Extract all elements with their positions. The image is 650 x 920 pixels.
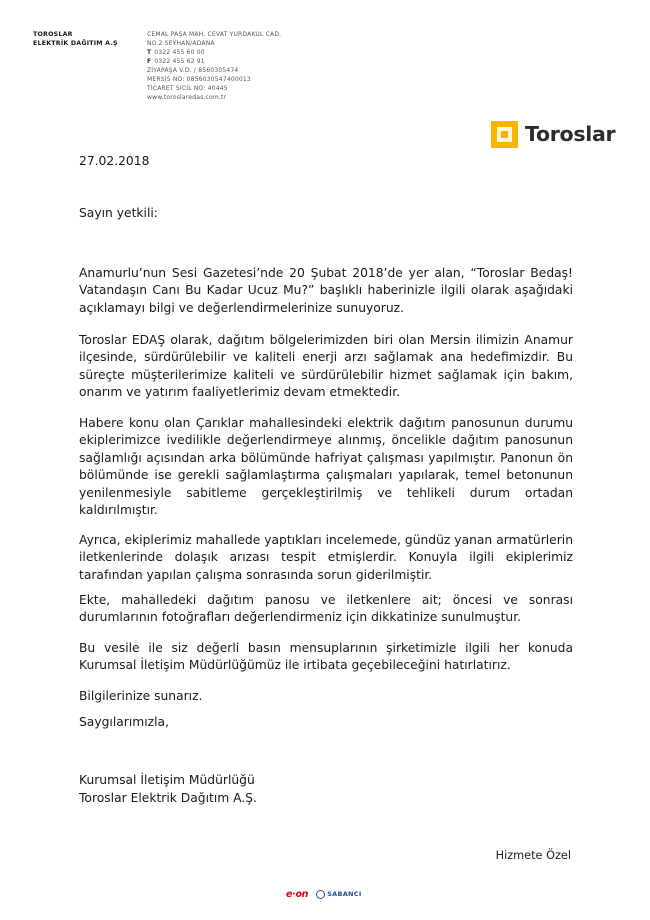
address-line: CEMAL PAŞA MAH. CEVAT YURDAKUL CAD. <box>147 31 282 38</box>
phone-line: T 0322 455 60 00 <box>147 49 205 56</box>
eon-logo: e·on <box>286 888 309 900</box>
paragraph-1: Anamurlu’nun Sesi Gazetesi’nde 20 Şubat 2018’de yer alan, “Toroslar Bedaş! Vatandaşın Canı Bu Kadar Ucuz Mu?” başlıklı haberinizle ilgili olarak aşağıdaki açıklamayı bilgi ve değerlendirmelerinize sunuyoruz. <box>79 266 573 315</box>
paragraph-5: Ekte, mahalledeki dağıtım panosu ve iletkenlere ait; öncesi ve sonrası durumlarının fotoğrafları değerlendirmeniz için dikkatinize sunulmuştur. <box>79 593 573 625</box>
fax-line: F 0322 455 62 91 <box>147 58 205 65</box>
company-name-line: ELEKTRİK DAĞITIM A.Ş <box>33 40 118 47</box>
toroslar-logo-icon <box>491 121 518 148</box>
trade-registry-line: TİCARET SİCİL NO: 40445 <box>147 85 228 92</box>
letter-salutation: Sayın yetkili: <box>79 206 158 220</box>
sabanci-logo-icon <box>316 890 325 899</box>
sabanci-logo <box>316 890 361 899</box>
paragraph-2: Toroslar EDAŞ olarak, dağıtım bölgelerimizden biri olan Mersin ilimizin Anamur ilçesinde, sürdürülebilir ve kaliteli enerji arzı sağlamak ana hedefimizdir. Bu süreçte müşterilerimize kaliteli ve sürdürülebilir hizmet sağlamak için bakım, onarım ve yatırım faaliyetlerimiz devam etmektedir. <box>79 333 573 400</box>
letterhead-company-name <box>33 30 118 48</box>
closing-regards: Saygılarımızla, <box>79 715 169 729</box>
footer-partner-logos <box>286 887 362 901</box>
toroslar-logo-text: Toroslar <box>525 121 616 146</box>
toroslar-logo <box>491 119 615 149</box>
sabanci-logo-text: SABANCI <box>327 890 362 898</box>
classification-label: Hizmete Özel <box>495 849 571 862</box>
tax-office-line: ZİYAPAŞA V.D. / 8560305474 <box>147 67 239 74</box>
signature-department: Kurumsal İletişim Müdürlüğü <box>79 773 255 787</box>
mersis-line: MERSİS NO: 0856030547400013 <box>147 76 251 83</box>
letter-date: 27.02.2018 <box>79 154 150 168</box>
address-line: NO.2 SEYHAN/ADANA <box>147 40 215 47</box>
company-name-line: TOROSLAR <box>33 31 73 38</box>
paragraph-6: Bu vesile ile siz değerli basın mensuplarının şirketimizle ilgili her konuda Kurumsal İletişim Müdürlüğümüz ile irtibata geçebileceğini hatırlatırız. <box>79 641 573 673</box>
letterhead-address <box>147 30 281 102</box>
signature-company: Toroslar Elektrik Dağıtım A.Ş. <box>79 791 257 805</box>
website-line: www.toroslaredas.com.tr <box>147 94 227 101</box>
closing-info: Bilgilerinize sunarız. <box>79 689 203 703</box>
paragraph-3: Habere konu olan Çarıklar mahallesindeki elektrik dağıtım panosunun durumu ekiplerimizce ivedilikle değerlendirmeye alınmış, öncelikle dağıtım panosunun sağlamlığı açısından arka bölümünde hafriyat çalışması yapılmıştır. Panonun ön bölümünde ise gerekli sağlamlaştırma çalışmaları yapılarak, temel betonunun yenilenmesiyle sabitleme gerçekleştirilmiş ve tehlikeli durum ortadan kaldırılmıştır. <box>79 416 573 518</box>
paragraph-4: Ayrıca, ekiplerimiz mahallede yaptıkları incelemede, gündüz yanan armatürlerin iletkenlerinde dolaşık arızası tespit etmişlerdir. Konuyla ilgili ekiplerimiz tarafından yapılan çalışma sonrasında sorun giderilmiştir. <box>79 533 573 582</box>
